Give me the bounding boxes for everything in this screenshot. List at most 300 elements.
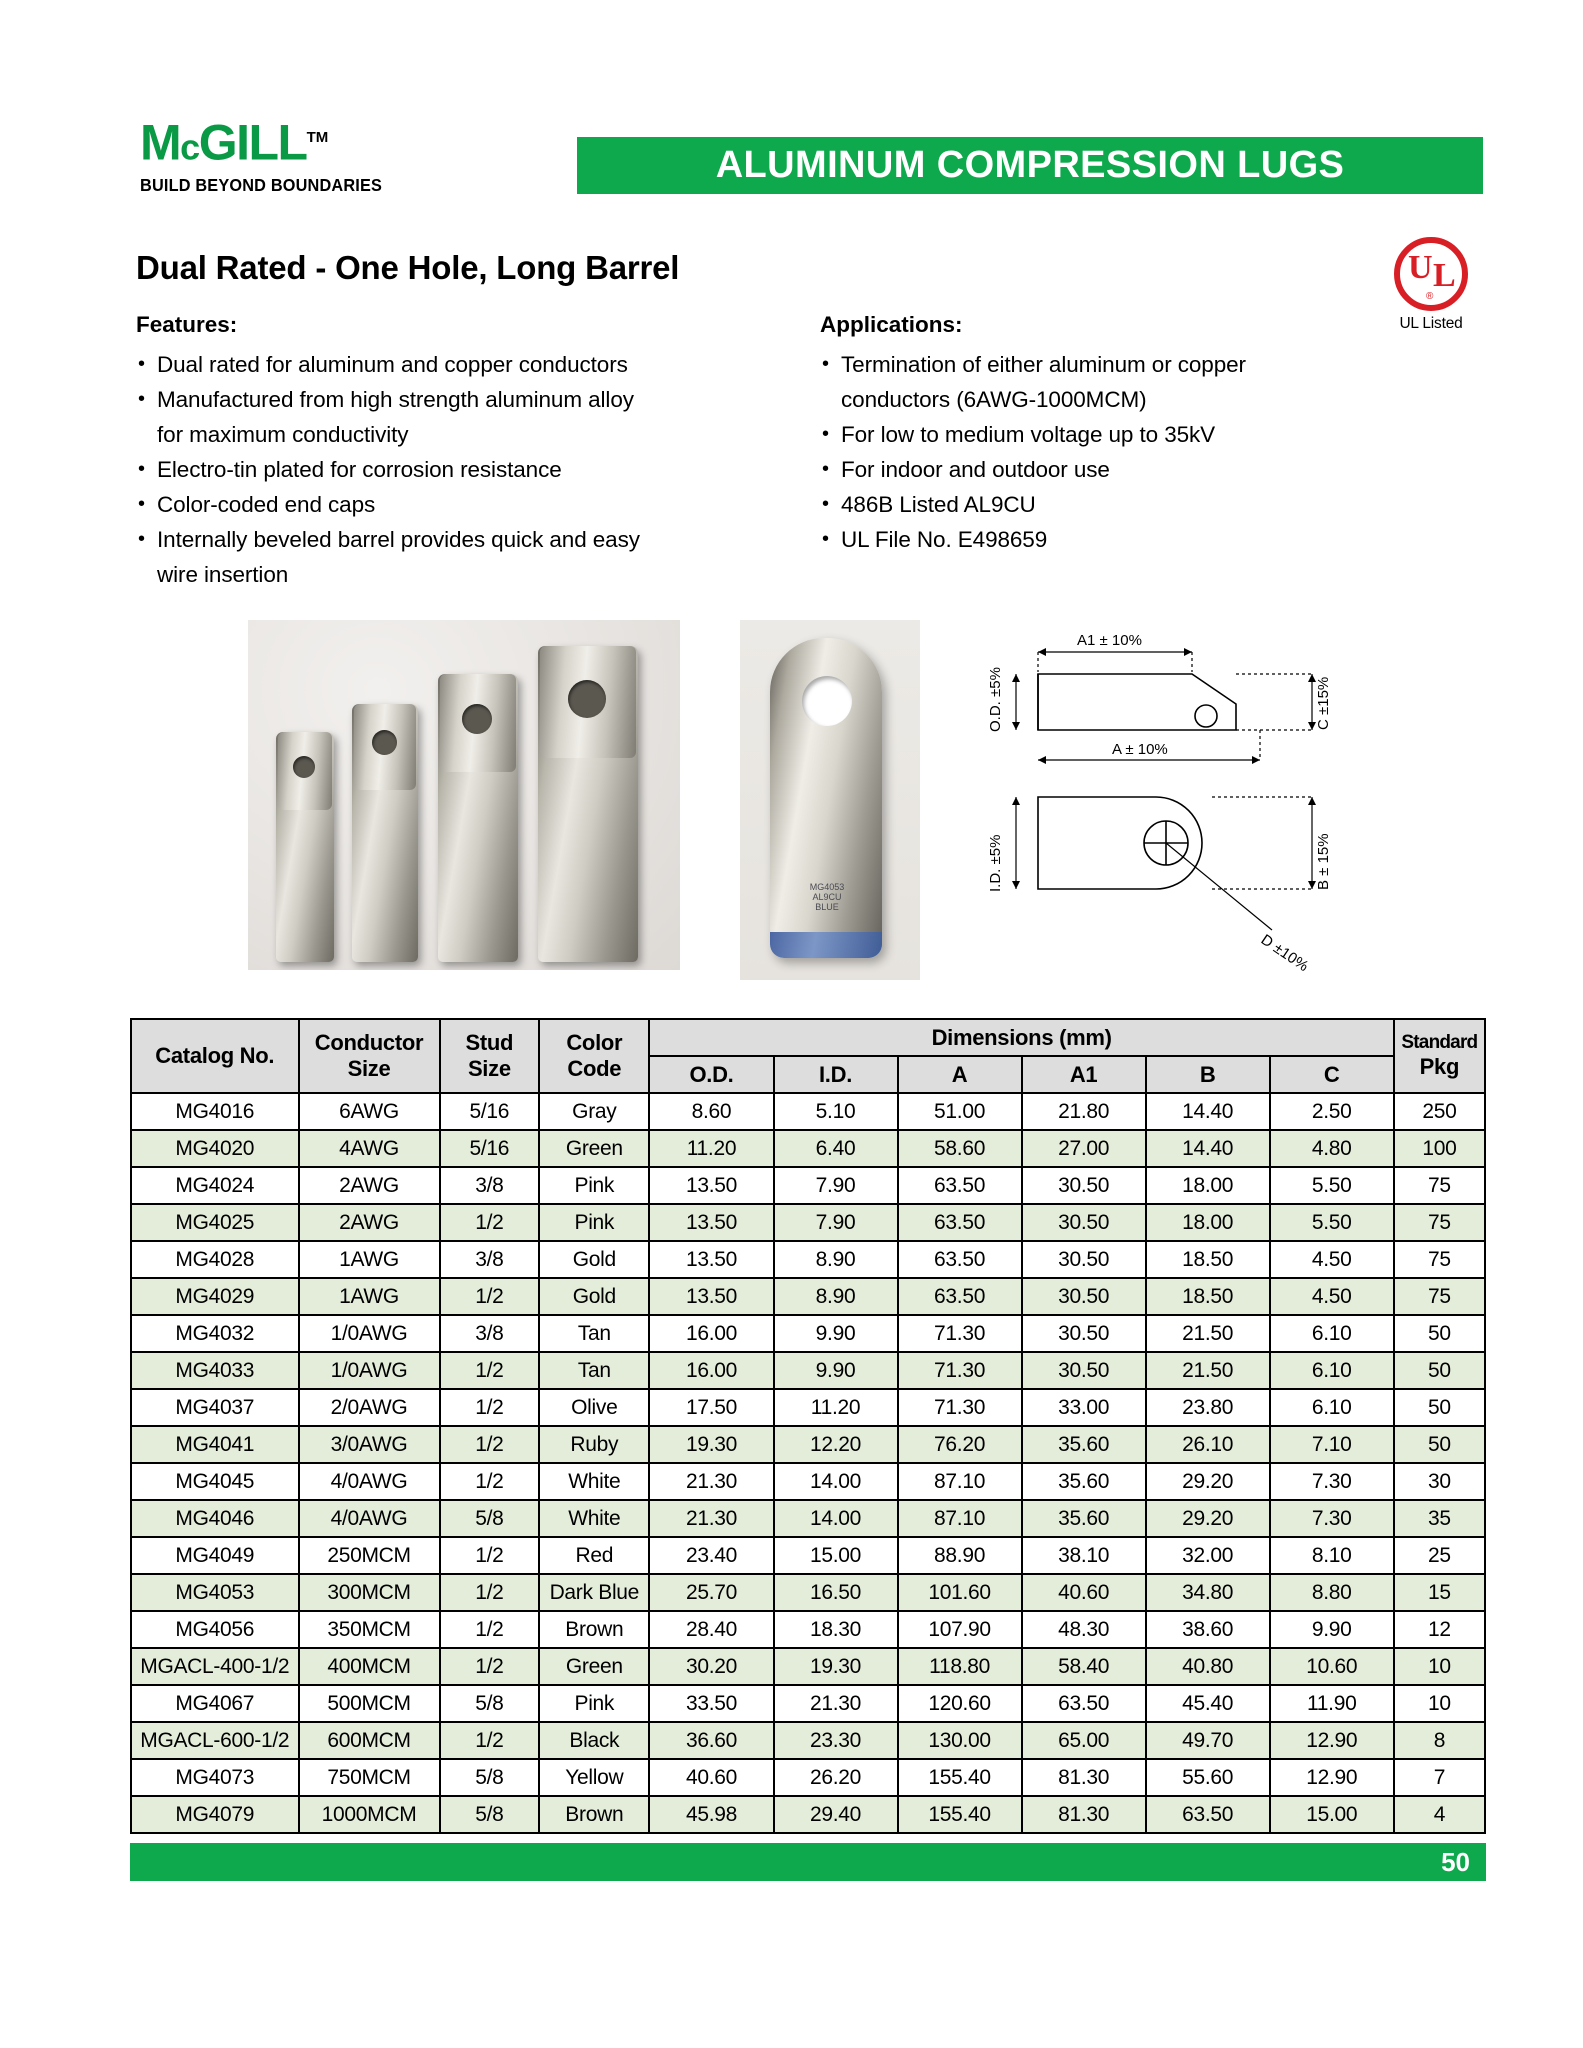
cell-standard-pkg: 7 (1394, 1759, 1485, 1796)
table-header-row-1 (131, 1019, 1485, 1056)
registered-symbol: ® (1426, 291, 1434, 302)
cell-conductor-size: 750MCM (299, 1759, 440, 1796)
cell-od: 11.20 (649, 1130, 773, 1167)
cell-b: 18.00 (1146, 1204, 1270, 1241)
cell-od: 13.50 (649, 1278, 773, 1315)
cell-catalog-no: MG4056 (131, 1611, 299, 1648)
cell-a: 101.60 (898, 1574, 1022, 1611)
lug-marking-catalog: MG4053 (809, 882, 845, 892)
table-row (131, 1500, 1485, 1537)
col-header-standard-pkg (1394, 1019, 1485, 1093)
lug-item (538, 646, 638, 962)
table-row (131, 1574, 1485, 1611)
list-item: • Dual rated for aluminum and copper conductors (136, 349, 696, 381)
cell-od: 28.40 (649, 1611, 773, 1648)
cell-b: 40.80 (1146, 1648, 1270, 1685)
cell-b: 38.60 (1146, 1611, 1270, 1648)
cell-b: 14.40 (1146, 1130, 1270, 1167)
cell-id: 18.30 (774, 1611, 898, 1648)
specification-table (130, 1018, 1486, 1834)
brand-logo-wordmark (140, 112, 328, 174)
cell-id: 19.30 (774, 1648, 898, 1685)
cell-stud-size: 5/8 (440, 1759, 540, 1796)
ul-listed-mark (1379, 237, 1483, 333)
cell-a: 130.00 (898, 1722, 1022, 1759)
cell-a1: 30.50 (1022, 1352, 1146, 1389)
lug-item (276, 732, 334, 962)
cell-conductor-size: 500MCM (299, 1685, 440, 1722)
list-item: • For indoor and outdoor use (820, 454, 1360, 486)
cell-a1: 21.80 (1022, 1093, 1146, 1130)
cell-conductor-size: 1AWG (299, 1278, 440, 1315)
cell-conductor-size: 1000MCM (299, 1796, 440, 1833)
cell-color-code: Yellow (539, 1759, 649, 1796)
cell-id: 9.90 (774, 1315, 898, 1352)
lug-marking-color: BLUE (815, 902, 839, 912)
cell-standard-pkg: 50 (1394, 1389, 1485, 1426)
col-header-color-code-line1: Color (566, 1030, 623, 1055)
cell-c: 12.90 (1270, 1759, 1394, 1796)
cell-id: 7.90 (774, 1204, 898, 1241)
cell-id: 11.20 (774, 1389, 898, 1426)
cell-a: 87.10 (898, 1463, 1022, 1500)
cell-a1: 48.30 (1022, 1611, 1146, 1648)
cell-stud-size: 5/8 (440, 1796, 540, 1833)
banner-title-text: ALUMINUM COMPRESSION LUGS (715, 144, 1345, 186)
cell-color-code: Gold (539, 1278, 649, 1315)
lug-bolt-hole (802, 676, 852, 726)
specification-table-wrapper (130, 1018, 1486, 1834)
cell-b: 45.40 (1146, 1685, 1270, 1722)
cell-a1: 35.60 (1022, 1463, 1146, 1500)
cell-b: 18.50 (1146, 1241, 1270, 1278)
cell-catalog-no: MG4029 (131, 1278, 299, 1315)
cell-b: 14.40 (1146, 1093, 1270, 1130)
cell-a: 87.10 (898, 1500, 1022, 1537)
col-header-conductor-size-line1: Conductor (314, 1030, 424, 1055)
col-header-od: O.D. (649, 1056, 773, 1093)
cell-color-code: Tan (539, 1352, 649, 1389)
table-row (131, 1204, 1485, 1241)
page-footer (130, 1843, 1486, 1881)
cell-b: 55.60 (1146, 1759, 1270, 1796)
col-header-standard-pkg-line2: Pkg (1419, 1054, 1460, 1079)
table-row (131, 1352, 1485, 1389)
cell-a: 76.20 (898, 1426, 1022, 1463)
cell-a: 58.60 (898, 1130, 1022, 1167)
cell-standard-pkg: 30 (1394, 1463, 1485, 1500)
col-header-conductor-size (299, 1019, 440, 1093)
cell-od: 21.30 (649, 1500, 773, 1537)
cell-c: 6.10 (1270, 1352, 1394, 1389)
brand-tagline: BUILD BEYOND BOUNDARIES (140, 174, 383, 195)
cell-b: 34.80 (1146, 1574, 1270, 1611)
lug-item (352, 704, 418, 962)
cell-color-code: Pink (539, 1167, 649, 1204)
cell-catalog-no: MG4020 (131, 1130, 299, 1167)
col-header-standard-pkg-line1: Standard (1401, 1032, 1478, 1053)
cell-b: 63.50 (1146, 1796, 1270, 1833)
cell-conductor-size: 300MCM (299, 1574, 440, 1611)
cell-catalog-no: MG4032 (131, 1315, 299, 1352)
cell-conductor-size: 1/0AWG (299, 1352, 440, 1389)
dim-label-od: O.D. ±5% (987, 667, 1004, 732)
col-header-b: B (1146, 1056, 1270, 1093)
lug-marking (792, 882, 862, 912)
cell-a: 71.30 (898, 1389, 1022, 1426)
cell-color-code: Olive (539, 1389, 649, 1426)
cell-stud-size: 1/2 (440, 1574, 540, 1611)
cell-standard-pkg: 50 (1394, 1426, 1485, 1463)
cell-catalog-no: MG4028 (131, 1241, 299, 1278)
cell-color-code: Gold (539, 1241, 649, 1278)
cell-a1: 35.60 (1022, 1426, 1146, 1463)
cell-c: 2.50 (1270, 1093, 1394, 1130)
brand-logo (140, 112, 410, 196)
cell-a1: 81.30 (1022, 1759, 1146, 1796)
col-header-id: I.D. (774, 1056, 898, 1093)
cell-color-code: Black (539, 1722, 649, 1759)
cell-od: 8.60 (649, 1093, 773, 1130)
list-item-continuation: conductors (6AWG-1000MCM) (841, 387, 1147, 412)
cell-stud-size: 5/8 (440, 1685, 540, 1722)
cell-color-code: Pink (539, 1685, 649, 1722)
cell-conductor-size: 350MCM (299, 1611, 440, 1648)
cell-standard-pkg: 35 (1394, 1500, 1485, 1537)
cell-color-code: Ruby (539, 1426, 649, 1463)
table-row (131, 1648, 1485, 1685)
side-view-hole (1195, 705, 1217, 727)
cell-a1: 81.30 (1022, 1796, 1146, 1833)
cell-id: 14.00 (774, 1463, 898, 1500)
cell-conductor-size: 2AWG (299, 1204, 440, 1241)
table-row (131, 1093, 1485, 1130)
brand-logo-c: c (180, 126, 199, 168)
ul-caption: UL Listed (1399, 315, 1463, 332)
cell-color-code: Red (539, 1537, 649, 1574)
col-header-stud-size-line1: Stud (465, 1030, 514, 1055)
table-row (131, 1315, 1485, 1352)
cell-c: 4.50 (1270, 1278, 1394, 1315)
cell-catalog-no: MG4045 (131, 1463, 299, 1500)
cell-color-code: Brown (539, 1611, 649, 1648)
cell-b: 23.80 (1146, 1389, 1270, 1426)
cell-conductor-size: 600MCM (299, 1722, 440, 1759)
list-item: • For low to medium voltage up to 35kV (820, 419, 1360, 451)
cell-a1: 58.40 (1022, 1648, 1146, 1685)
side-view-outline (1038, 674, 1236, 730)
brand-logo-m: M (140, 114, 181, 171)
features-list (136, 349, 696, 591)
cell-a1: 30.50 (1022, 1204, 1146, 1241)
cell-a: 107.90 (898, 1611, 1022, 1648)
cell-conductor-size: 1AWG (299, 1241, 440, 1278)
cell-stud-size: 3/8 (440, 1241, 540, 1278)
cell-a: 155.40 (898, 1796, 1022, 1833)
cell-stud-size: 1/2 (440, 1463, 540, 1500)
cell-c: 7.30 (1270, 1500, 1394, 1537)
cell-catalog-no: MG4016 (131, 1093, 299, 1130)
cell-color-code: Dark Blue (539, 1574, 649, 1611)
col-header-color-code-line2: Code (567, 1056, 622, 1081)
cell-a: 71.30 (898, 1315, 1022, 1352)
cell-color-code: White (539, 1463, 649, 1500)
cell-c: 11.90 (1270, 1685, 1394, 1722)
table-row (131, 1278, 1485, 1315)
col-header-stud-size (440, 1019, 540, 1093)
cell-a: 51.00 (898, 1093, 1022, 1130)
applications-list (820, 349, 1360, 556)
cell-b: 26.10 (1146, 1426, 1270, 1463)
cell-conductor-size: 6AWG (299, 1093, 440, 1130)
cell-id: 5.10 (774, 1093, 898, 1130)
list-item: • UL File No. E498659 (820, 524, 1360, 556)
col-header-dimensions: Dimensions (mm) (649, 1019, 1393, 1056)
cell-od: 45.98 (649, 1796, 773, 1833)
features-section (136, 312, 696, 594)
cell-standard-pkg: 10 (1394, 1648, 1485, 1685)
cell-a: 155.40 (898, 1759, 1022, 1796)
page-subtitle: Dual Rated - One Hole, Long Barrel (136, 249, 680, 286)
cell-b: 18.50 (1146, 1278, 1270, 1315)
list-item: • Color-coded end caps (136, 489, 696, 521)
lug-bolt-hole (372, 730, 397, 755)
cell-catalog-no: MG4049 (131, 1537, 299, 1574)
cell-a: 120.60 (898, 1685, 1022, 1722)
cell-standard-pkg: 100 (1394, 1130, 1485, 1167)
cell-conductor-size: 250MCM (299, 1537, 440, 1574)
cell-a1: 27.00 (1022, 1130, 1146, 1167)
cell-id: 8.90 (774, 1278, 898, 1315)
cell-c: 4.50 (1270, 1241, 1394, 1278)
cell-a1: 33.00 (1022, 1389, 1146, 1426)
cell-id: 23.30 (774, 1722, 898, 1759)
cell-c: 7.10 (1270, 1426, 1394, 1463)
cell-id: 15.00 (774, 1537, 898, 1574)
list-item: • Manufactured from high strength aluminum alloy (136, 384, 696, 416)
cell-conductor-size: 4/0AWG (299, 1463, 440, 1500)
dim-label-a1: A1 ± 10% (1077, 632, 1142, 649)
cell-od: 40.60 (649, 1759, 773, 1796)
cell-id: 14.00 (774, 1500, 898, 1537)
lug-bolt-hole (293, 756, 315, 778)
table-row (131, 1463, 1485, 1500)
cell-conductor-size: 3/0AWG (299, 1426, 440, 1463)
cell-catalog-no: MG4041 (131, 1426, 299, 1463)
cell-od: 23.40 (649, 1537, 773, 1574)
cell-standard-pkg: 10 (1394, 1685, 1485, 1722)
cell-c: 12.90 (1270, 1722, 1394, 1759)
dim-label-c: C ±15% (1315, 676, 1332, 730)
cell-a: 63.50 (898, 1241, 1022, 1278)
table-row (131, 1167, 1485, 1204)
cell-id: 9.90 (774, 1352, 898, 1389)
table-row (131, 1241, 1485, 1278)
cell-color-code: Tan (539, 1315, 649, 1352)
cell-standard-pkg: 4 (1394, 1796, 1485, 1833)
col-header-catalog-no: Catalog No. (131, 1019, 299, 1093)
dim-label-d: D ±10% (1257, 931, 1312, 976)
cell-c: 8.80 (1270, 1574, 1394, 1611)
cell-catalog-no: MG4024 (131, 1167, 299, 1204)
col-header-a1: A1 (1022, 1056, 1146, 1093)
dim-label-id: I.D. ±5% (987, 834, 1004, 892)
cell-conductor-size: 2AWG (299, 1167, 440, 1204)
cell-a: 63.50 (898, 1204, 1022, 1241)
cell-stud-size: 1/2 (440, 1648, 540, 1685)
cell-b: 29.20 (1146, 1463, 1270, 1500)
cell-od: 25.70 (649, 1574, 773, 1611)
cell-id: 21.30 (774, 1685, 898, 1722)
ul-circle-icon (1394, 237, 1468, 311)
cell-a1: 35.60 (1022, 1500, 1146, 1537)
cell-catalog-no: MG4073 (131, 1759, 299, 1796)
product-photo-lug-group (248, 620, 680, 970)
cell-stud-size: 3/8 (440, 1315, 540, 1352)
cell-b: 29.20 (1146, 1500, 1270, 1537)
cell-conductor-size: 4AWG (299, 1130, 440, 1167)
cell-standard-pkg: 250 (1394, 1093, 1485, 1130)
cell-id: 26.20 (774, 1759, 898, 1796)
cell-a1: 63.50 (1022, 1685, 1146, 1722)
cell-stud-size: 3/8 (440, 1167, 540, 1204)
cell-od: 16.00 (649, 1352, 773, 1389)
cell-od: 30.20 (649, 1648, 773, 1685)
cell-standard-pkg: 75 (1394, 1278, 1485, 1315)
cell-standard-pkg: 15 (1394, 1574, 1485, 1611)
cell-catalog-no: MG4053 (131, 1574, 299, 1611)
cell-c: 8.10 (1270, 1537, 1394, 1574)
cell-color-code: Gray (539, 1093, 649, 1130)
cell-a: 118.80 (898, 1648, 1022, 1685)
lug-end-cap (770, 932, 882, 958)
lug-bolt-hole (568, 680, 606, 718)
page-number: 50 (1441, 1847, 1470, 1877)
cell-od: 17.50 (649, 1389, 773, 1426)
cell-a1: 30.50 (1022, 1241, 1146, 1278)
cell-catalog-no: MG4067 (131, 1685, 299, 1722)
cell-od: 19.30 (649, 1426, 773, 1463)
cell-stud-size: 1/2 (440, 1352, 540, 1389)
cell-c: 5.50 (1270, 1204, 1394, 1241)
cell-a: 88.90 (898, 1537, 1022, 1574)
cell-a: 63.50 (898, 1278, 1022, 1315)
table-row (131, 1130, 1485, 1167)
cell-od: 13.50 (649, 1167, 773, 1204)
table-row (131, 1426, 1485, 1463)
cell-stud-size: 1/2 (440, 1278, 540, 1315)
table-row (131, 1759, 1485, 1796)
cell-standard-pkg: 8 (1394, 1722, 1485, 1759)
lug-marking-rating: AL9CU (812, 892, 842, 902)
list-item-continuation: for maximum conductivity (157, 422, 409, 447)
table-row (131, 1537, 1485, 1574)
cell-c: 9.90 (1270, 1611, 1394, 1648)
cell-od: 33.50 (649, 1685, 773, 1722)
cell-b: 21.50 (1146, 1315, 1270, 1352)
cell-od: 16.00 (649, 1315, 773, 1352)
cell-catalog-no: MG4079 (131, 1796, 299, 1833)
cell-od: 13.50 (649, 1204, 773, 1241)
cell-conductor-size: 4/0AWG (299, 1500, 440, 1537)
cell-color-code: Green (539, 1130, 649, 1167)
cell-stud-size: 5/16 (440, 1093, 540, 1130)
cell-color-code: White (539, 1500, 649, 1537)
lug-bolt-hole (462, 704, 492, 734)
dim-label-b: B ± 15% (1315, 833, 1332, 890)
table-head (131, 1019, 1485, 1093)
cell-stud-size: 5/8 (440, 1500, 540, 1537)
cell-stud-size: 1/2 (440, 1722, 540, 1759)
cell-b: 18.00 (1146, 1167, 1270, 1204)
cell-standard-pkg: 75 (1394, 1167, 1485, 1204)
cell-color-code: Pink (539, 1204, 649, 1241)
cell-c: 7.30 (1270, 1463, 1394, 1500)
cell-stud-size: 1/2 (440, 1537, 540, 1574)
cell-a: 63.50 (898, 1167, 1022, 1204)
cell-c: 15.00 (1270, 1796, 1394, 1833)
cell-a1: 65.00 (1022, 1722, 1146, 1759)
cell-od: 36.60 (649, 1722, 773, 1759)
lug-item (438, 674, 518, 962)
cell-stud-size: 1/2 (440, 1389, 540, 1426)
cell-catalog-no: MGACL-600-1/2 (131, 1722, 299, 1759)
table-row (131, 1685, 1485, 1722)
cell-standard-pkg: 50 (1394, 1352, 1485, 1389)
cell-c: 6.10 (1270, 1315, 1394, 1352)
table-row (131, 1389, 1485, 1426)
applications-heading: Applications: (820, 312, 963, 337)
cell-id: 7.90 (774, 1167, 898, 1204)
cell-id: 16.50 (774, 1574, 898, 1611)
cell-a: 71.30 (898, 1352, 1022, 1389)
cell-stud-size: 1/2 (440, 1611, 540, 1648)
cell-catalog-no: MG4025 (131, 1204, 299, 1241)
cell-conductor-size: 2/0AWG (299, 1389, 440, 1426)
cell-catalog-no: MG4037 (131, 1389, 299, 1426)
product-photo-single-lug (740, 620, 920, 980)
cell-a1: 40.60 (1022, 1574, 1146, 1611)
list-item-continuation: wire insertion (157, 562, 289, 587)
col-header-conductor-size-line2: Size (347, 1056, 391, 1081)
cell-c: 5.50 (1270, 1167, 1394, 1204)
dimension-diagram (960, 612, 1480, 982)
cell-catalog-no: MG4046 (131, 1500, 299, 1537)
brand-logo-rest: GILL (198, 114, 307, 171)
features-heading: Features: (136, 312, 238, 337)
cell-id: 12.20 (774, 1426, 898, 1463)
cell-b: 32.00 (1146, 1537, 1270, 1574)
list-item: • Internally beveled barrel provides quick and easy (136, 524, 696, 556)
cell-standard-pkg: 12 (1394, 1611, 1485, 1648)
cell-od: 13.50 (649, 1241, 773, 1278)
list-item: • Termination of either aluminum or copper (820, 349, 1360, 381)
dim-label-a: A ± 10% (1112, 741, 1168, 758)
applications-section (820, 312, 1360, 559)
lug-item (770, 638, 882, 958)
cell-a1: 38.10 (1022, 1537, 1146, 1574)
cell-stud-size: 1/2 (440, 1204, 540, 1241)
cell-a1: 30.50 (1022, 1278, 1146, 1315)
ul-letter-l: L (1433, 257, 1456, 294)
cell-color-code: Brown (539, 1796, 649, 1833)
cell-standard-pkg: 50 (1394, 1315, 1485, 1352)
trademark-symbol: TM (306, 129, 329, 146)
cell-id: 29.40 (774, 1796, 898, 1833)
page-title-banner (577, 137, 1483, 194)
cell-catalog-no: MG4033 (131, 1352, 299, 1389)
cell-conductor-size: 1/0AWG (299, 1315, 440, 1352)
